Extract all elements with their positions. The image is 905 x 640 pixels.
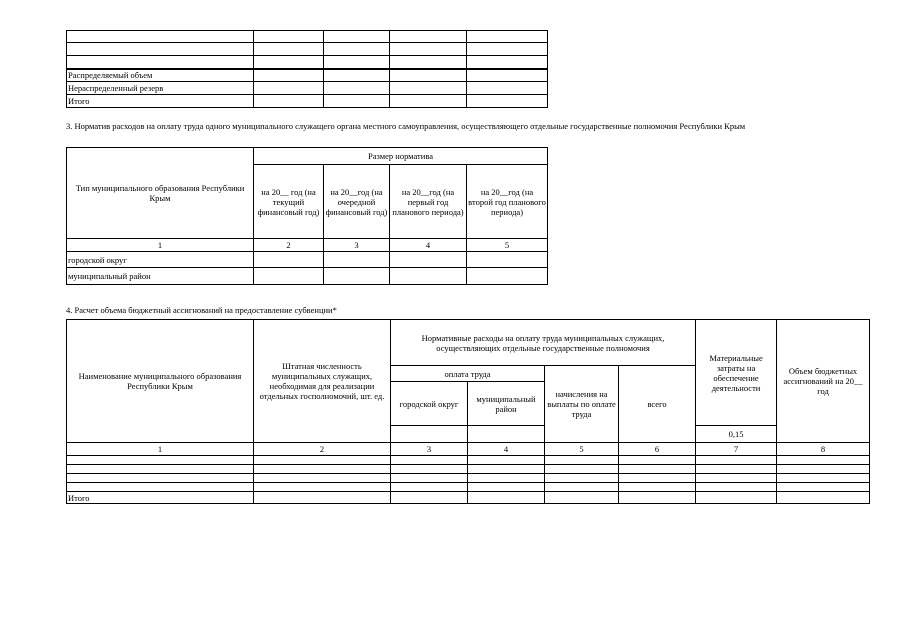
col-number: 6 bbox=[619, 443, 696, 456]
table-row bbox=[67, 31, 548, 43]
column-numbers-row bbox=[67, 239, 548, 252]
table-row bbox=[67, 95, 548, 108]
col-number: 2 bbox=[254, 443, 391, 456]
column-numbers-row bbox=[67, 443, 870, 456]
table-row bbox=[67, 465, 870, 474]
material-coefficient: 0,15 bbox=[696, 426, 777, 443]
col-year-next: на 20__год (на очередной финансовый год) bbox=[324, 165, 390, 239]
col-total-header: всего bbox=[619, 366, 696, 443]
row-label-city: городской округ bbox=[67, 252, 254, 268]
subvention-table-body bbox=[67, 320, 870, 504]
col-number: 3 bbox=[324, 239, 390, 252]
row-label-distributed: Распределяемый объем bbox=[67, 69, 254, 82]
table-header-row bbox=[67, 320, 870, 366]
col-city-header: городской округ bbox=[391, 382, 468, 426]
table-row bbox=[67, 268, 548, 285]
norm-table bbox=[66, 147, 548, 285]
table-row bbox=[67, 492, 870, 504]
col-number: 1 bbox=[67, 239, 254, 252]
col-number: 8 bbox=[777, 443, 870, 456]
col-pay-header: оплата труда bbox=[391, 366, 545, 382]
row-label-district: муниципальный район bbox=[67, 268, 254, 285]
distribution-table-body bbox=[67, 31, 548, 108]
col-type-header: Тип муниципального образования Республики Крым bbox=[67, 148, 254, 239]
table-row bbox=[67, 43, 548, 56]
distribution-table bbox=[66, 30, 548, 108]
subvention-table bbox=[66, 319, 870, 504]
col-number: 4 bbox=[390, 239, 467, 252]
col-accruals-header: начисления на выплаты по оплате труда bbox=[545, 366, 619, 443]
row-label bbox=[67, 31, 254, 43]
row-label-reserve: Нераспределенный резерв bbox=[67, 82, 254, 95]
col-name-header: Наименование муниципального образования Республики Крым bbox=[67, 320, 254, 443]
table-row bbox=[67, 252, 548, 268]
col-number: 2 bbox=[254, 239, 324, 252]
table-header-row bbox=[67, 148, 548, 165]
col-number: 3 bbox=[391, 443, 468, 456]
col-year-plan2: на 20__год (на второй год планового периода) bbox=[467, 165, 548, 239]
col-norm-header: Нормативные расходы на оплату труда муниципальных служащих, осуществляющих отдельные государственные полномочия bbox=[391, 320, 696, 366]
col-number: 4 bbox=[468, 443, 545, 456]
row-label-total: Итого bbox=[67, 492, 254, 504]
col-budget-header: Объем бюджетных ассигнований на 20__ год bbox=[777, 320, 870, 443]
col-staff-header: Штатная численность муниципальных служащих, необходимая для реализации отдельных госполномочий, шт. ед. bbox=[254, 320, 391, 443]
col-year-plan1: на 20__год (на первый год планового периода) bbox=[390, 165, 467, 239]
col-district-header: муниципальный район bbox=[468, 382, 545, 426]
col-material-header: Материальные затраты на обеспечение деятельности bbox=[696, 320, 777, 426]
col-number: 5 bbox=[545, 443, 619, 456]
col-year-current: на 20__ год (на текущий финансовый год) bbox=[254, 165, 324, 239]
row-label bbox=[67, 56, 254, 69]
col-number: 5 bbox=[467, 239, 548, 252]
norm-table-body bbox=[67, 148, 548, 285]
col-size-header: Размер норматива bbox=[254, 148, 548, 165]
table-row bbox=[67, 483, 870, 492]
col-number: 7 bbox=[696, 443, 777, 456]
table-row bbox=[67, 456, 870, 465]
table-row bbox=[67, 82, 548, 95]
section3-heading: 3. Норматив расходов на оплату труда одного муниципального служащего органа местного самоуправления, осуществляющего отдельные государственные полномочия Республики Крым bbox=[66, 121, 746, 131]
table-row bbox=[67, 69, 548, 82]
table-row bbox=[67, 56, 548, 69]
col-number: 1 bbox=[67, 443, 254, 456]
row-label bbox=[67, 43, 254, 56]
row-label-total: Итого bbox=[67, 95, 254, 108]
table-row bbox=[67, 474, 870, 483]
section4-heading: 4. Расчет объема бюджетный ассигнований на предоставление субвенции* bbox=[66, 305, 337, 315]
